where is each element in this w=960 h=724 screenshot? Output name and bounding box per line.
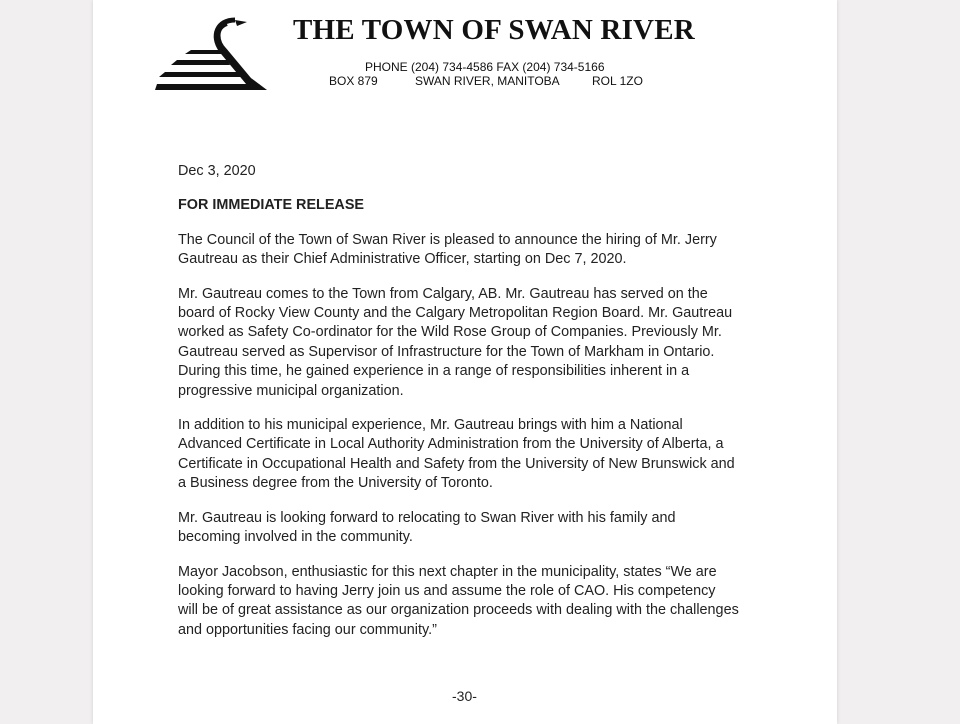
paragraph-line: board of Rocky View County and the Calgary Metropolitan Region Board. Mr. Gautreau [178,305,733,322]
end-mark: -30- [452,688,477,704]
paragraph-line: Gautreau as their Chief Administrative Officer, starting on Dec 7, 2020. [178,251,627,268]
paragraph-4 [178,509,778,548]
release-heading: FOR IMMEDIATE RELEASE [178,197,365,214]
paragraph-line: progressive municipal organization. [178,382,404,399]
paragraph-3 [178,416,778,494]
swan-logo-icon [155,16,273,96]
paragraph-line: Advanced Certificate in Local Authority Administration from the University of Alberta, a [178,436,724,453]
paragraph-line: Certificate in Occupational Health and Safety from the University of New Brunswick and [178,455,735,472]
paragraph-line: Mayor Jacobson, enthusiastic for this next chapter in the municipality, states “We are [178,563,717,580]
release-body [178,162,778,655]
city-province: SWAN RIVER, MANITOBA [415,74,560,88]
paragraph-5 [178,563,778,641]
paragraph-line: In addition to his municipal experience, Mr. Gautreau brings with him a National [178,417,683,434]
contact-address [329,74,643,88]
paragraph-line: The Council of the Town of Swan River is pleased to announce the hiring of Mr. Jerry [178,231,717,248]
paragraph-line: Mr. Gautreau comes to the Town from Calgary, AB. Mr. Gautreau has served on the [178,285,708,302]
paragraph-2 [178,285,778,401]
paragraph-line: a Business degree from the University of Toronto. [178,475,493,492]
po-box: BOX 879 [329,74,378,88]
release-date: Dec 3, 2020 [178,163,256,179]
paragraph-line: becoming involved in the community. [178,529,413,546]
paragraph-1 [178,231,778,270]
paragraph-line: and opportunities facing our community.” [178,621,437,638]
paragraph-line: will be of great assistance as our organization proceeds with dealing with the challenges [178,602,739,619]
paragraph-line: Gautreau served as Supervisor of Infrastructure for the Town of Markham in Ontario. [178,343,715,360]
org-name: THE TOWN OF SWAN RIVER [293,14,695,46]
paragraph-line: worked as Safety Co-ordinator for the Wild Rose Group of Companies. Previously Mr. [178,324,722,341]
contact-phone-fax [365,60,605,74]
paragraph-line: During this time, he gained experience in a range of responsibilities inherent in a [178,363,690,380]
paragraph-line: Mr. Gautreau is looking forward to relocating to Swan River with his family and [178,509,676,526]
fax-number: FAX (204) 734-5166 [496,60,605,74]
postal-code: ROL 1ZO [592,74,643,88]
phone-number: PHONE (204) 734-4586 [365,60,494,74]
paragraph-line: looking forward to having Jerry join us and assume the role of CAO. His competency [178,582,716,599]
